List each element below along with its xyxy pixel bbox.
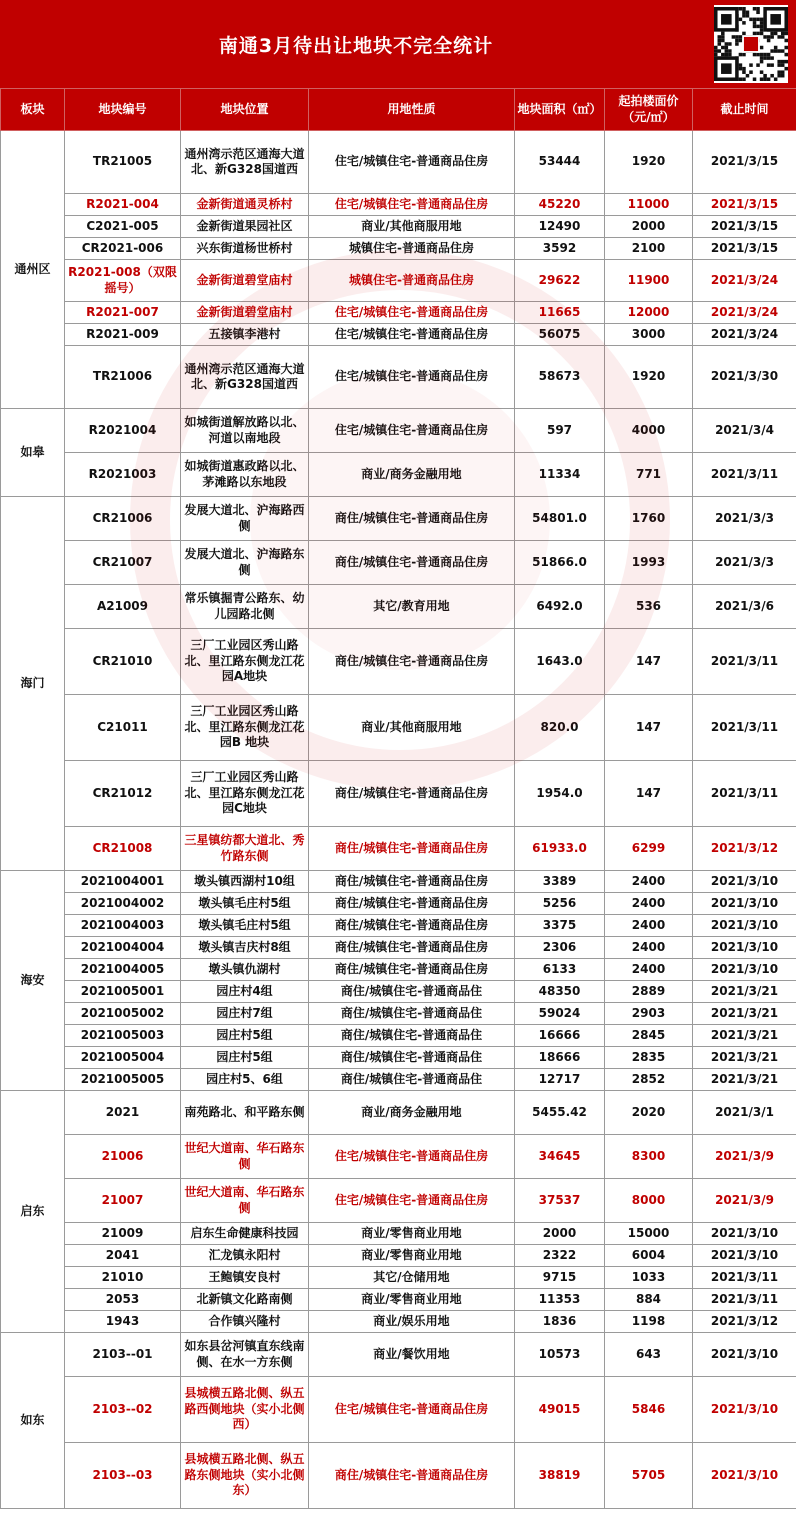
deadline-cell: 2021/3/21	[693, 981, 796, 1003]
usage-cell: 住宅/城镇住宅-普通商品住房	[309, 1179, 515, 1223]
land-table	[0, 88, 796, 1509]
code-cell: 2103--01	[65, 1333, 181, 1377]
location-cell: 通州湾示范区通海大道北、新G328国道西	[181, 346, 309, 409]
location-cell: 园庄村5组	[181, 1047, 309, 1069]
code-cell: CR21012	[65, 761, 181, 827]
area-cell: 59024	[515, 1003, 605, 1025]
region-cell: 海安	[1, 871, 65, 1091]
table-row	[1, 585, 796, 629]
code-cell: 2021005003	[65, 1025, 181, 1047]
code-cell: 2021005005	[65, 1069, 181, 1091]
area-cell: 54801.0	[515, 497, 605, 541]
usage-cell: 商业/餐饮用地	[309, 1333, 515, 1377]
deadline-cell: 2021/3/10	[693, 1333, 796, 1377]
code-cell: 21010	[65, 1267, 181, 1289]
table-row	[1, 1377, 796, 1443]
area-cell: 6492.0	[515, 585, 605, 629]
location-cell: 县城横五路北侧、纵五路西侧地块（实小北侧西）	[181, 1377, 309, 1443]
deadline-cell: 2021/3/11	[693, 1289, 796, 1311]
table-row	[1, 871, 796, 893]
table-row	[1, 238, 796, 260]
usage-cell: 商业/其他商服用地	[309, 216, 515, 238]
location-cell: 园庄村7组	[181, 1003, 309, 1025]
price-cell: 3000	[605, 324, 693, 346]
price-cell: 2835	[605, 1047, 693, 1069]
location-cell: 金新街道碧堂庙村	[181, 260, 309, 302]
price-cell: 2400	[605, 871, 693, 893]
location-cell: 世纪大道南、华石路东侧	[181, 1179, 309, 1223]
area-cell: 48350	[515, 981, 605, 1003]
area-cell: 3375	[515, 915, 605, 937]
deadline-cell: 2021/3/10	[693, 1377, 796, 1443]
table-row	[1, 1135, 796, 1179]
location-cell: 墩头镇吉庆村8组	[181, 937, 309, 959]
header-code: 地块编号	[65, 89, 181, 131]
deadline-cell: 2021/3/10	[693, 1443, 796, 1509]
price-cell: 771	[605, 453, 693, 497]
price-cell: 6299	[605, 827, 693, 871]
table-row	[1, 959, 796, 981]
area-cell: 53444	[515, 131, 605, 194]
region-cell: 通州区	[1, 131, 65, 409]
table-row	[1, 324, 796, 346]
code-cell: CR21007	[65, 541, 181, 585]
code-cell: R2021-004	[65, 194, 181, 216]
usage-cell: 商住/城镇住宅-普通商品住房	[309, 893, 515, 915]
table-row	[1, 915, 796, 937]
area-cell: 61933.0	[515, 827, 605, 871]
area-cell: 58673	[515, 346, 605, 409]
area-cell: 597	[515, 409, 605, 453]
location-cell: 金新街道碧堂庙村	[181, 302, 309, 324]
deadline-cell: 2021/3/24	[693, 302, 796, 324]
usage-cell: 商业/零售商业用地	[309, 1223, 515, 1245]
price-cell: 2400	[605, 893, 693, 915]
price-cell: 5705	[605, 1443, 693, 1509]
price-cell: 1198	[605, 1311, 693, 1333]
table-row	[1, 1091, 796, 1135]
location-cell: 园庄村5、6组	[181, 1069, 309, 1091]
location-cell: 墩头镇毛庄村5组	[181, 915, 309, 937]
code-cell: R2021-008（双限摇号）	[65, 260, 181, 302]
deadline-cell: 2021/3/24	[693, 260, 796, 302]
usage-cell: 城镇住宅-普通商品住房	[309, 238, 515, 260]
code-cell: 2021004005	[65, 959, 181, 981]
deadline-cell: 2021/3/10	[693, 871, 796, 893]
price-cell: 8300	[605, 1135, 693, 1179]
table-row	[1, 1003, 796, 1025]
usage-cell: 住宅/城镇住宅-普通商品住房	[309, 409, 515, 453]
location-cell: 合作镇兴隆村	[181, 1311, 309, 1333]
code-cell: CR2021-006	[65, 238, 181, 260]
deadline-cell: 2021/3/1	[693, 1091, 796, 1135]
code-cell: 1943	[65, 1311, 181, 1333]
area-cell: 34645	[515, 1135, 605, 1179]
code-cell: 2103--02	[65, 1377, 181, 1443]
area-cell: 56075	[515, 324, 605, 346]
deadline-cell: 2021/3/15	[693, 216, 796, 238]
location-cell: 三厂工业园区秀山路北、里江路东侧龙江花园A地块	[181, 629, 309, 695]
code-cell: 2103--03	[65, 1443, 181, 1509]
location-cell: 金新街道果园社区	[181, 216, 309, 238]
area-cell: 38819	[515, 1443, 605, 1509]
usage-cell: 其它/仓储用地	[309, 1267, 515, 1289]
usage-cell: 商住/城镇住宅-普通商品住房	[309, 871, 515, 893]
price-cell: 2903	[605, 1003, 693, 1025]
area-cell: 3592	[515, 238, 605, 260]
deadline-cell: 2021/3/21	[693, 1047, 796, 1069]
area-cell: 12717	[515, 1069, 605, 1091]
usage-cell: 商住/城镇住宅-普通商品住房	[309, 1443, 515, 1509]
table-row	[1, 1333, 796, 1377]
table-row	[1, 453, 796, 497]
deadline-cell: 2021/3/10	[693, 1245, 796, 1267]
table-row	[1, 981, 796, 1003]
area-cell: 2306	[515, 937, 605, 959]
usage-cell: 商住/城镇住宅-普通商品住房	[309, 541, 515, 585]
usage-cell: 城镇住宅-普通商品住房	[309, 260, 515, 302]
location-cell: 通州湾示范区通海大道北、新G328国道西	[181, 131, 309, 194]
table-row	[1, 497, 796, 541]
usage-cell: 住宅/城镇住宅-普通商品住房	[309, 1135, 515, 1179]
code-cell: 21009	[65, 1223, 181, 1245]
location-cell: 三厂工业园区秀山路北、里江路东侧龙江花园B 地块	[181, 695, 309, 761]
header-usage: 用地性质	[309, 89, 515, 131]
price-cell: 4000	[605, 409, 693, 453]
deadline-cell: 2021/3/6	[693, 585, 796, 629]
area-cell: 29622	[515, 260, 605, 302]
code-cell: 2021005001	[65, 981, 181, 1003]
code-cell: R2021003	[65, 453, 181, 497]
usage-cell: 住宅/城镇住宅-普通商品住房	[309, 131, 515, 194]
deadline-cell: 2021/3/11	[693, 629, 796, 695]
region-cell: 如皋	[1, 409, 65, 497]
code-cell: CR21010	[65, 629, 181, 695]
price-cell: 536	[605, 585, 693, 629]
header-price: 起拍楼面价（元/㎡）	[605, 89, 693, 131]
table-row	[1, 131, 796, 194]
location-cell: 三厂工业园区秀山路北、里江路东侧龙江花园C地块	[181, 761, 309, 827]
location-cell: 金新街道通灵桥村	[181, 194, 309, 216]
deadline-cell: 2021/3/10	[693, 959, 796, 981]
code-cell: R2021-009	[65, 324, 181, 346]
code-cell: CR21008	[65, 827, 181, 871]
usage-cell: 商住/城镇住宅-普通商品住房	[309, 959, 515, 981]
page-title: 南通3月待出让地块不完全统计	[218, 35, 494, 57]
usage-cell: 商住/城镇住宅-普通商品住	[309, 981, 515, 1003]
qr-code	[714, 5, 788, 83]
price-cell: 643	[605, 1333, 693, 1377]
price-cell: 2400	[605, 959, 693, 981]
location-cell: 启东生命健康科技园	[181, 1223, 309, 1245]
region-cell: 如东	[1, 1333, 65, 1509]
deadline-cell: 2021/3/30	[693, 346, 796, 409]
price-cell: 2000	[605, 216, 693, 238]
usage-cell: 住宅/城镇住宅-普通商品住房	[309, 302, 515, 324]
code-cell: CR21006	[65, 497, 181, 541]
area-cell: 2000	[515, 1223, 605, 1245]
location-cell: 三星镇纺都大道北、秀竹路东侧	[181, 827, 309, 871]
table-row	[1, 216, 796, 238]
table-row	[1, 1443, 796, 1509]
table-row	[1, 346, 796, 409]
usage-cell: 商业/商务金融用地	[309, 453, 515, 497]
usage-cell: 商住/城镇住宅-普通商品住房	[309, 497, 515, 541]
usage-cell: 商住/城镇住宅-普通商品住房	[309, 915, 515, 937]
table-row	[1, 1069, 796, 1091]
deadline-cell: 2021/3/10	[693, 893, 796, 915]
code-cell: 21007	[65, 1179, 181, 1223]
code-cell: 2021004002	[65, 893, 181, 915]
area-cell: 49015	[515, 1377, 605, 1443]
price-cell: 2020	[605, 1091, 693, 1135]
deadline-cell: 2021/3/21	[693, 1069, 796, 1091]
usage-cell: 商住/城镇住宅-普通商品住	[309, 1025, 515, 1047]
usage-cell: 商业/零售商业用地	[309, 1289, 515, 1311]
header-deadline: 截止时间	[693, 89, 796, 131]
usage-cell: 住宅/城镇住宅-普通商品住房	[309, 194, 515, 216]
location-cell: 县城横五路北侧、纵五路东侧地块（实小北侧东）	[181, 1443, 309, 1509]
price-cell: 15000	[605, 1223, 693, 1245]
code-cell: 2021004004	[65, 937, 181, 959]
code-cell: 2021	[65, 1091, 181, 1135]
deadline-cell: 2021/3/9	[693, 1179, 796, 1223]
deadline-cell: 2021/3/11	[693, 1267, 796, 1289]
price-cell: 6004	[605, 1245, 693, 1267]
area-cell: 11353	[515, 1289, 605, 1311]
code-cell: 21006	[65, 1135, 181, 1179]
deadline-cell: 2021/3/12	[693, 827, 796, 871]
deadline-cell: 2021/3/11	[693, 761, 796, 827]
area-cell: 3389	[515, 871, 605, 893]
table-row	[1, 695, 796, 761]
price-cell: 884	[605, 1289, 693, 1311]
location-cell: 如城街道解放路以北、河道以南地段	[181, 409, 309, 453]
price-cell: 12000	[605, 302, 693, 324]
area-cell: 1836	[515, 1311, 605, 1333]
code-cell: R2021004	[65, 409, 181, 453]
table-header-row	[1, 89, 796, 131]
area-cell: 37537	[515, 1179, 605, 1223]
area-cell: 12490	[515, 216, 605, 238]
code-cell: TR21005	[65, 131, 181, 194]
location-cell: 墩头镇毛庄村5组	[181, 893, 309, 915]
area-cell: 18666	[515, 1047, 605, 1069]
deadline-cell: 2021/3/10	[693, 915, 796, 937]
code-cell: R2021-007	[65, 302, 181, 324]
table-row	[1, 541, 796, 585]
price-cell: 1920	[605, 346, 693, 409]
price-cell: 1033	[605, 1267, 693, 1289]
location-cell: 兴东街道杨世桥村	[181, 238, 309, 260]
area-cell: 45220	[515, 194, 605, 216]
location-cell: 北新镇文化路南侧	[181, 1289, 309, 1311]
price-cell: 2100	[605, 238, 693, 260]
area-cell: 11334	[515, 453, 605, 497]
location-cell: 王鲍镇安良村	[181, 1267, 309, 1289]
table-row	[1, 629, 796, 695]
qr-code-icon	[714, 5, 788, 83]
usage-cell: 商住/城镇住宅-普通商品住	[309, 1003, 515, 1025]
usage-cell: 商住/城镇住宅-普通商品住	[309, 1069, 515, 1091]
location-cell: 如东县岔河镇直东线南侧、在水一方东侧	[181, 1333, 309, 1377]
price-cell: 2852	[605, 1069, 693, 1091]
price-cell: 2400	[605, 915, 693, 937]
location-cell: 世纪大道南、华石路东侧	[181, 1135, 309, 1179]
location-cell: 园庄村5组	[181, 1025, 309, 1047]
location-cell: 五接镇李港村	[181, 324, 309, 346]
location-cell: 常乐镇掘青公路东、幼儿园路北侧	[181, 585, 309, 629]
location-cell: 如城街道惠政路以北、茅滩路以东地段	[181, 453, 309, 497]
price-cell: 1993	[605, 541, 693, 585]
title-banner	[0, 0, 796, 88]
area-cell: 1954.0	[515, 761, 605, 827]
usage-cell: 商住/城镇住宅-普通商品住	[309, 1047, 515, 1069]
deadline-cell: 2021/3/10	[693, 937, 796, 959]
deadline-cell: 2021/3/15	[693, 194, 796, 216]
code-cell: 2021005004	[65, 1047, 181, 1069]
usage-cell: 商住/城镇住宅-普通商品住房	[309, 629, 515, 695]
code-cell: 2053	[65, 1289, 181, 1311]
table-row	[1, 937, 796, 959]
deadline-cell: 2021/3/21	[693, 1025, 796, 1047]
deadline-cell: 2021/3/3	[693, 541, 796, 585]
area-cell: 10573	[515, 1333, 605, 1377]
price-cell: 5846	[605, 1377, 693, 1443]
area-cell: 51866.0	[515, 541, 605, 585]
table-row	[1, 893, 796, 915]
region-cell: 海门	[1, 497, 65, 871]
price-cell: 147	[605, 629, 693, 695]
deadline-cell: 2021/3/24	[693, 324, 796, 346]
table-row	[1, 1223, 796, 1245]
header-location: 地块位置	[181, 89, 309, 131]
code-cell: 2021004003	[65, 915, 181, 937]
deadline-cell: 2021/3/15	[693, 131, 796, 194]
location-cell: 南苑路北、和平路东侧	[181, 1091, 309, 1135]
price-cell: 11900	[605, 260, 693, 302]
table-row	[1, 1267, 796, 1289]
location-cell: 园庄村4组	[181, 981, 309, 1003]
area-cell: 820.0	[515, 695, 605, 761]
usage-cell: 商住/城镇住宅-普通商品住房	[309, 761, 515, 827]
deadline-cell: 2021/3/10	[693, 1223, 796, 1245]
table-row	[1, 1047, 796, 1069]
area-cell: 11665	[515, 302, 605, 324]
location-cell: 发展大道北、沪海路东侧	[181, 541, 309, 585]
usage-cell: 商业/娱乐用地	[309, 1311, 515, 1333]
usage-cell: 住宅/城镇住宅-普通商品住房	[309, 324, 515, 346]
table-row	[1, 1245, 796, 1267]
table-row	[1, 302, 796, 324]
location-cell: 汇龙镇永阳村	[181, 1245, 309, 1267]
price-cell: 2845	[605, 1025, 693, 1047]
usage-cell: 商业/其他商服用地	[309, 695, 515, 761]
usage-cell: 住宅/城镇住宅-普通商品住房	[309, 1377, 515, 1443]
deadline-cell: 2021/3/21	[693, 1003, 796, 1025]
area-cell: 16666	[515, 1025, 605, 1047]
code-cell: C21011	[65, 695, 181, 761]
code-cell: 2021004001	[65, 871, 181, 893]
usage-cell: 商业/零售商业用地	[309, 1245, 515, 1267]
usage-cell: 商业/商务金融用地	[309, 1091, 515, 1135]
area-cell: 6133	[515, 959, 605, 981]
header-area: 地块面积（㎡）	[515, 89, 605, 131]
area-cell: 1643.0	[515, 629, 605, 695]
table-row	[1, 409, 796, 453]
table-row	[1, 194, 796, 216]
table-row	[1, 827, 796, 871]
price-cell: 147	[605, 761, 693, 827]
deadline-cell: 2021/3/11	[693, 695, 796, 761]
price-cell: 1760	[605, 497, 693, 541]
table-row	[1, 761, 796, 827]
price-cell: 1920	[605, 131, 693, 194]
price-cell: 147	[605, 695, 693, 761]
price-cell: 8000	[605, 1179, 693, 1223]
region-cell: 启东	[1, 1091, 65, 1333]
usage-cell: 住宅/城镇住宅-普通商品住房	[309, 346, 515, 409]
table-row	[1, 1311, 796, 1333]
area-cell: 2322	[515, 1245, 605, 1267]
deadline-cell: 2021/3/11	[693, 453, 796, 497]
header-region: 板块	[1, 89, 65, 131]
deadline-cell: 2021/3/4	[693, 409, 796, 453]
price-cell: 2400	[605, 937, 693, 959]
deadline-cell: 2021/3/15	[693, 238, 796, 260]
usage-cell: 其它/教育用地	[309, 585, 515, 629]
area-cell: 9715	[515, 1267, 605, 1289]
location-cell: 墩头镇仇湖村	[181, 959, 309, 981]
table-row	[1, 1179, 796, 1223]
code-cell: 2041	[65, 1245, 181, 1267]
table-row	[1, 1289, 796, 1311]
usage-cell: 商住/城镇住宅-普通商品住房	[309, 827, 515, 871]
location-cell: 墩头镇西湖村10组	[181, 871, 309, 893]
usage-cell: 商住/城镇住宅-普通商品住房	[309, 937, 515, 959]
deadline-cell: 2021/3/3	[693, 497, 796, 541]
price-cell: 2889	[605, 981, 693, 1003]
location-cell: 发展大道北、沪海路西侧	[181, 497, 309, 541]
price-cell: 11000	[605, 194, 693, 216]
table-row	[1, 1025, 796, 1047]
code-cell: A21009	[65, 585, 181, 629]
area-cell: 5455.42	[515, 1091, 605, 1135]
table-row	[1, 260, 796, 302]
deadline-cell: 2021/3/9	[693, 1135, 796, 1179]
area-cell: 5256	[515, 893, 605, 915]
deadline-cell: 2021/3/12	[693, 1311, 796, 1333]
code-cell: C2021-005	[65, 216, 181, 238]
code-cell: 2021005002	[65, 1003, 181, 1025]
code-cell: TR21006	[65, 346, 181, 409]
